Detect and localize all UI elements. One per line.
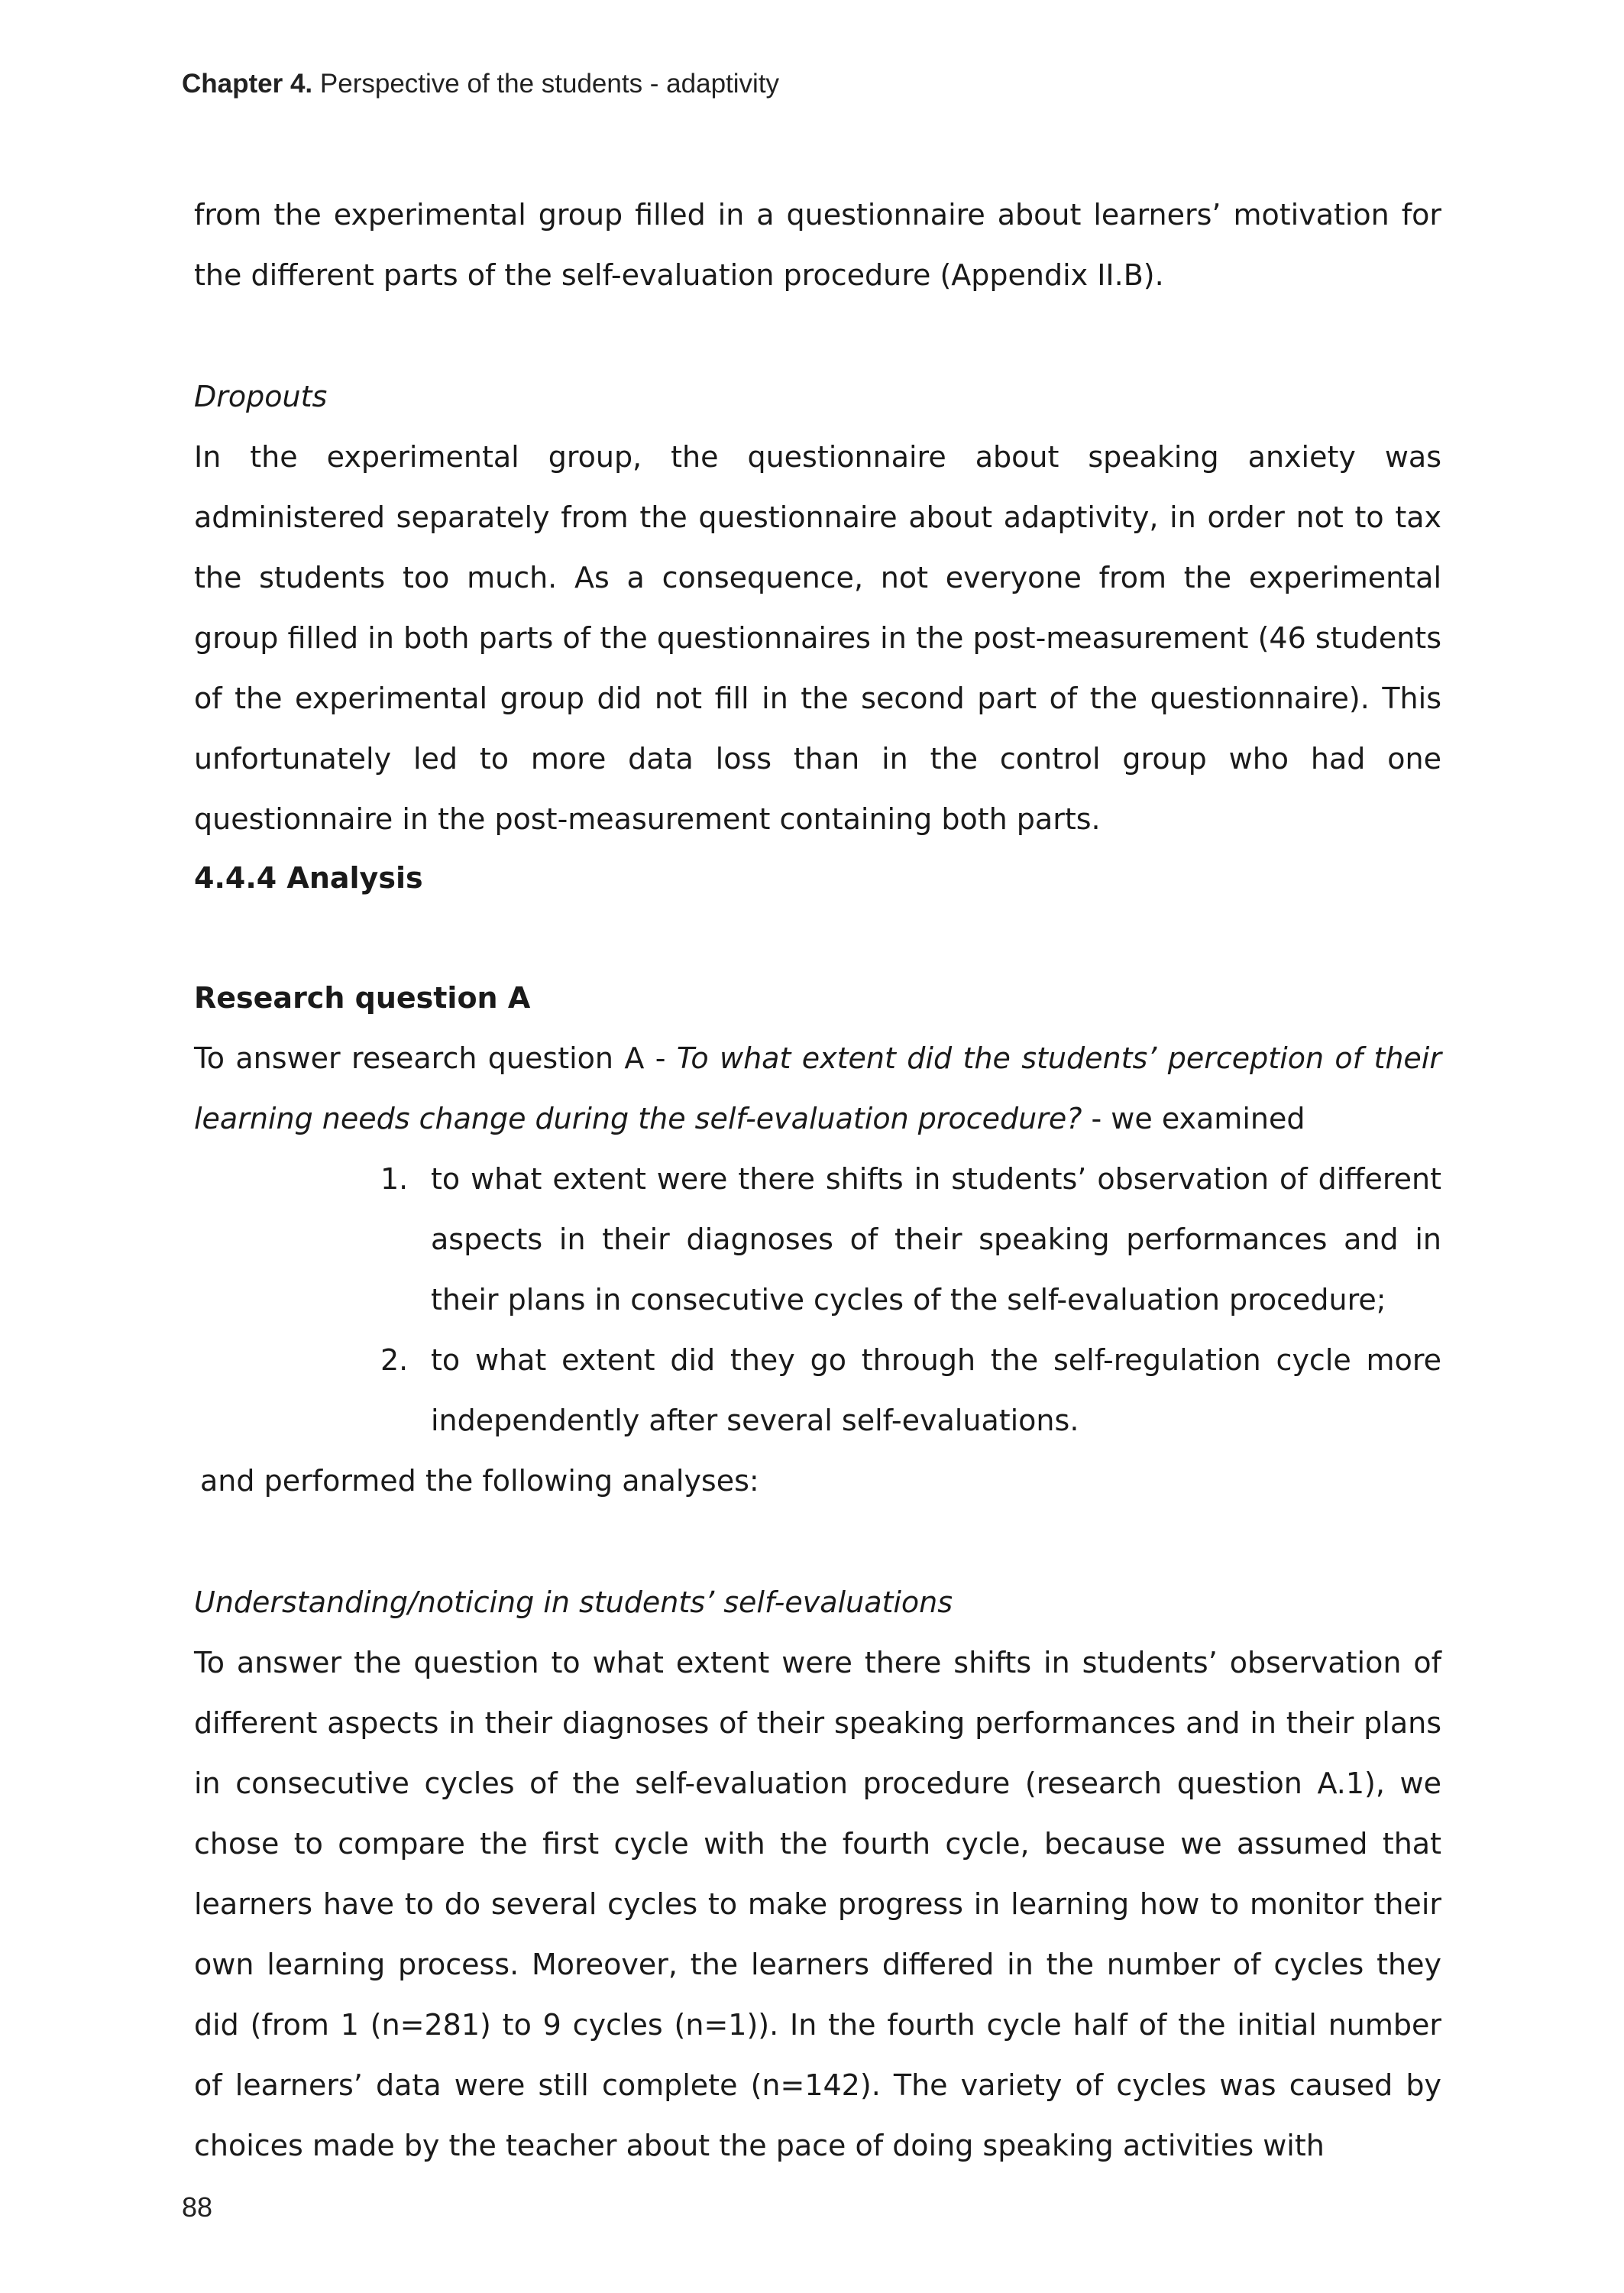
- understanding-paragraph: To answer the question to what extent were there shifts in students’ observation of different aspects in their diagnoses of their speaking performances and in their plans in consecutive cycles of the self-evaluation procedure (research question A.1), we chose to compare the first cycle with the fourth cycle, because we assumed that learners have to do several cycles to make progress in learning how to monitor their own learning process. Moreover, the learners differed in the number of cycles they did (from 1 (n=281) to 9 cycles (n=1)). In the fourth cycle half of the initial number of learners’ data were still complete (n=142). The variety of cycles was caused by choices made by the teacher about the pace of doing speaking activities with: [194, 1646, 1441, 2162]
- analyses-outro-block: [200, 1451, 1448, 1511]
- research-question-a-section: [194, 968, 1441, 1149]
- rq-a-intro-question: To what extent did the students’ perception of their learning needs change during the self-evaluation procedure?: [194, 1041, 1441, 1135]
- intro-paragraph: from the experimental group filled in a questionnaire about learners’ motivation for the different parts of the self-evaluation procedure (Appendix II.B).: [194, 198, 1441, 292]
- analysis-section: [194, 848, 1441, 908]
- understanding-section: [194, 1572, 1441, 2176]
- running-head: [182, 69, 779, 99]
- page-number: 88: [182, 2191, 213, 2223]
- running-head-title: Perspective of the students - adaptivity: [319, 69, 780, 99]
- list-item: [380, 1330, 1441, 1451]
- running-head-chapter: Chapter 4.: [182, 69, 313, 99]
- analyses-outro: and performed the following analyses:: [200, 1464, 759, 1498]
- dropouts-paragraph: In the experimental group, the questionnaire about speaking anxiety was administered separately from the questionnaire about adaptivity, in order not to tax the students too much. As a consequence, not everyone from the experimental group filled in both parts of the questionnaires in the post-measurement (46 students of the experimental group did not fill in the second part of the questionnaire). This unfortunately led to more data loss than in the control group who had one questionnaire in the post-measurement containing both parts.: [194, 440, 1441, 836]
- list-item: [380, 1149, 1441, 1330]
- analysis-heading: 4.4.4 Analysis: [194, 861, 423, 895]
- list-item-text: to what extent were there shifts in students’ observation of different aspects in their diagnoses of their speaking performances and in their plans in consecutive cycles of the self-evaluation procedure;: [431, 1162, 1441, 1317]
- list-item-number: 2.: [380, 1343, 409, 1377]
- dropouts-heading: Dropouts: [194, 380, 328, 413]
- rq-a-intro-after: - we examined: [1082, 1102, 1305, 1135]
- research-question-a-heading: Research question A: [194, 981, 531, 1015]
- intro-paragraph-block: [194, 185, 1441, 306]
- list-item-text: to what extent did they go through the self-regulation cycle more independently after several self-evaluations.: [431, 1343, 1441, 1437]
- research-question-a-list: [380, 1149, 1441, 1451]
- understanding-heading: Understanding/noticing in students’ self-evaluations: [194, 1585, 953, 1619]
- research-question-a-intro: [194, 1028, 1441, 1149]
- rq-a-intro-before: To answer research question A -: [194, 1041, 677, 1075]
- list-item-number: 1.: [380, 1162, 409, 1196]
- dropouts-section: [194, 367, 1441, 850]
